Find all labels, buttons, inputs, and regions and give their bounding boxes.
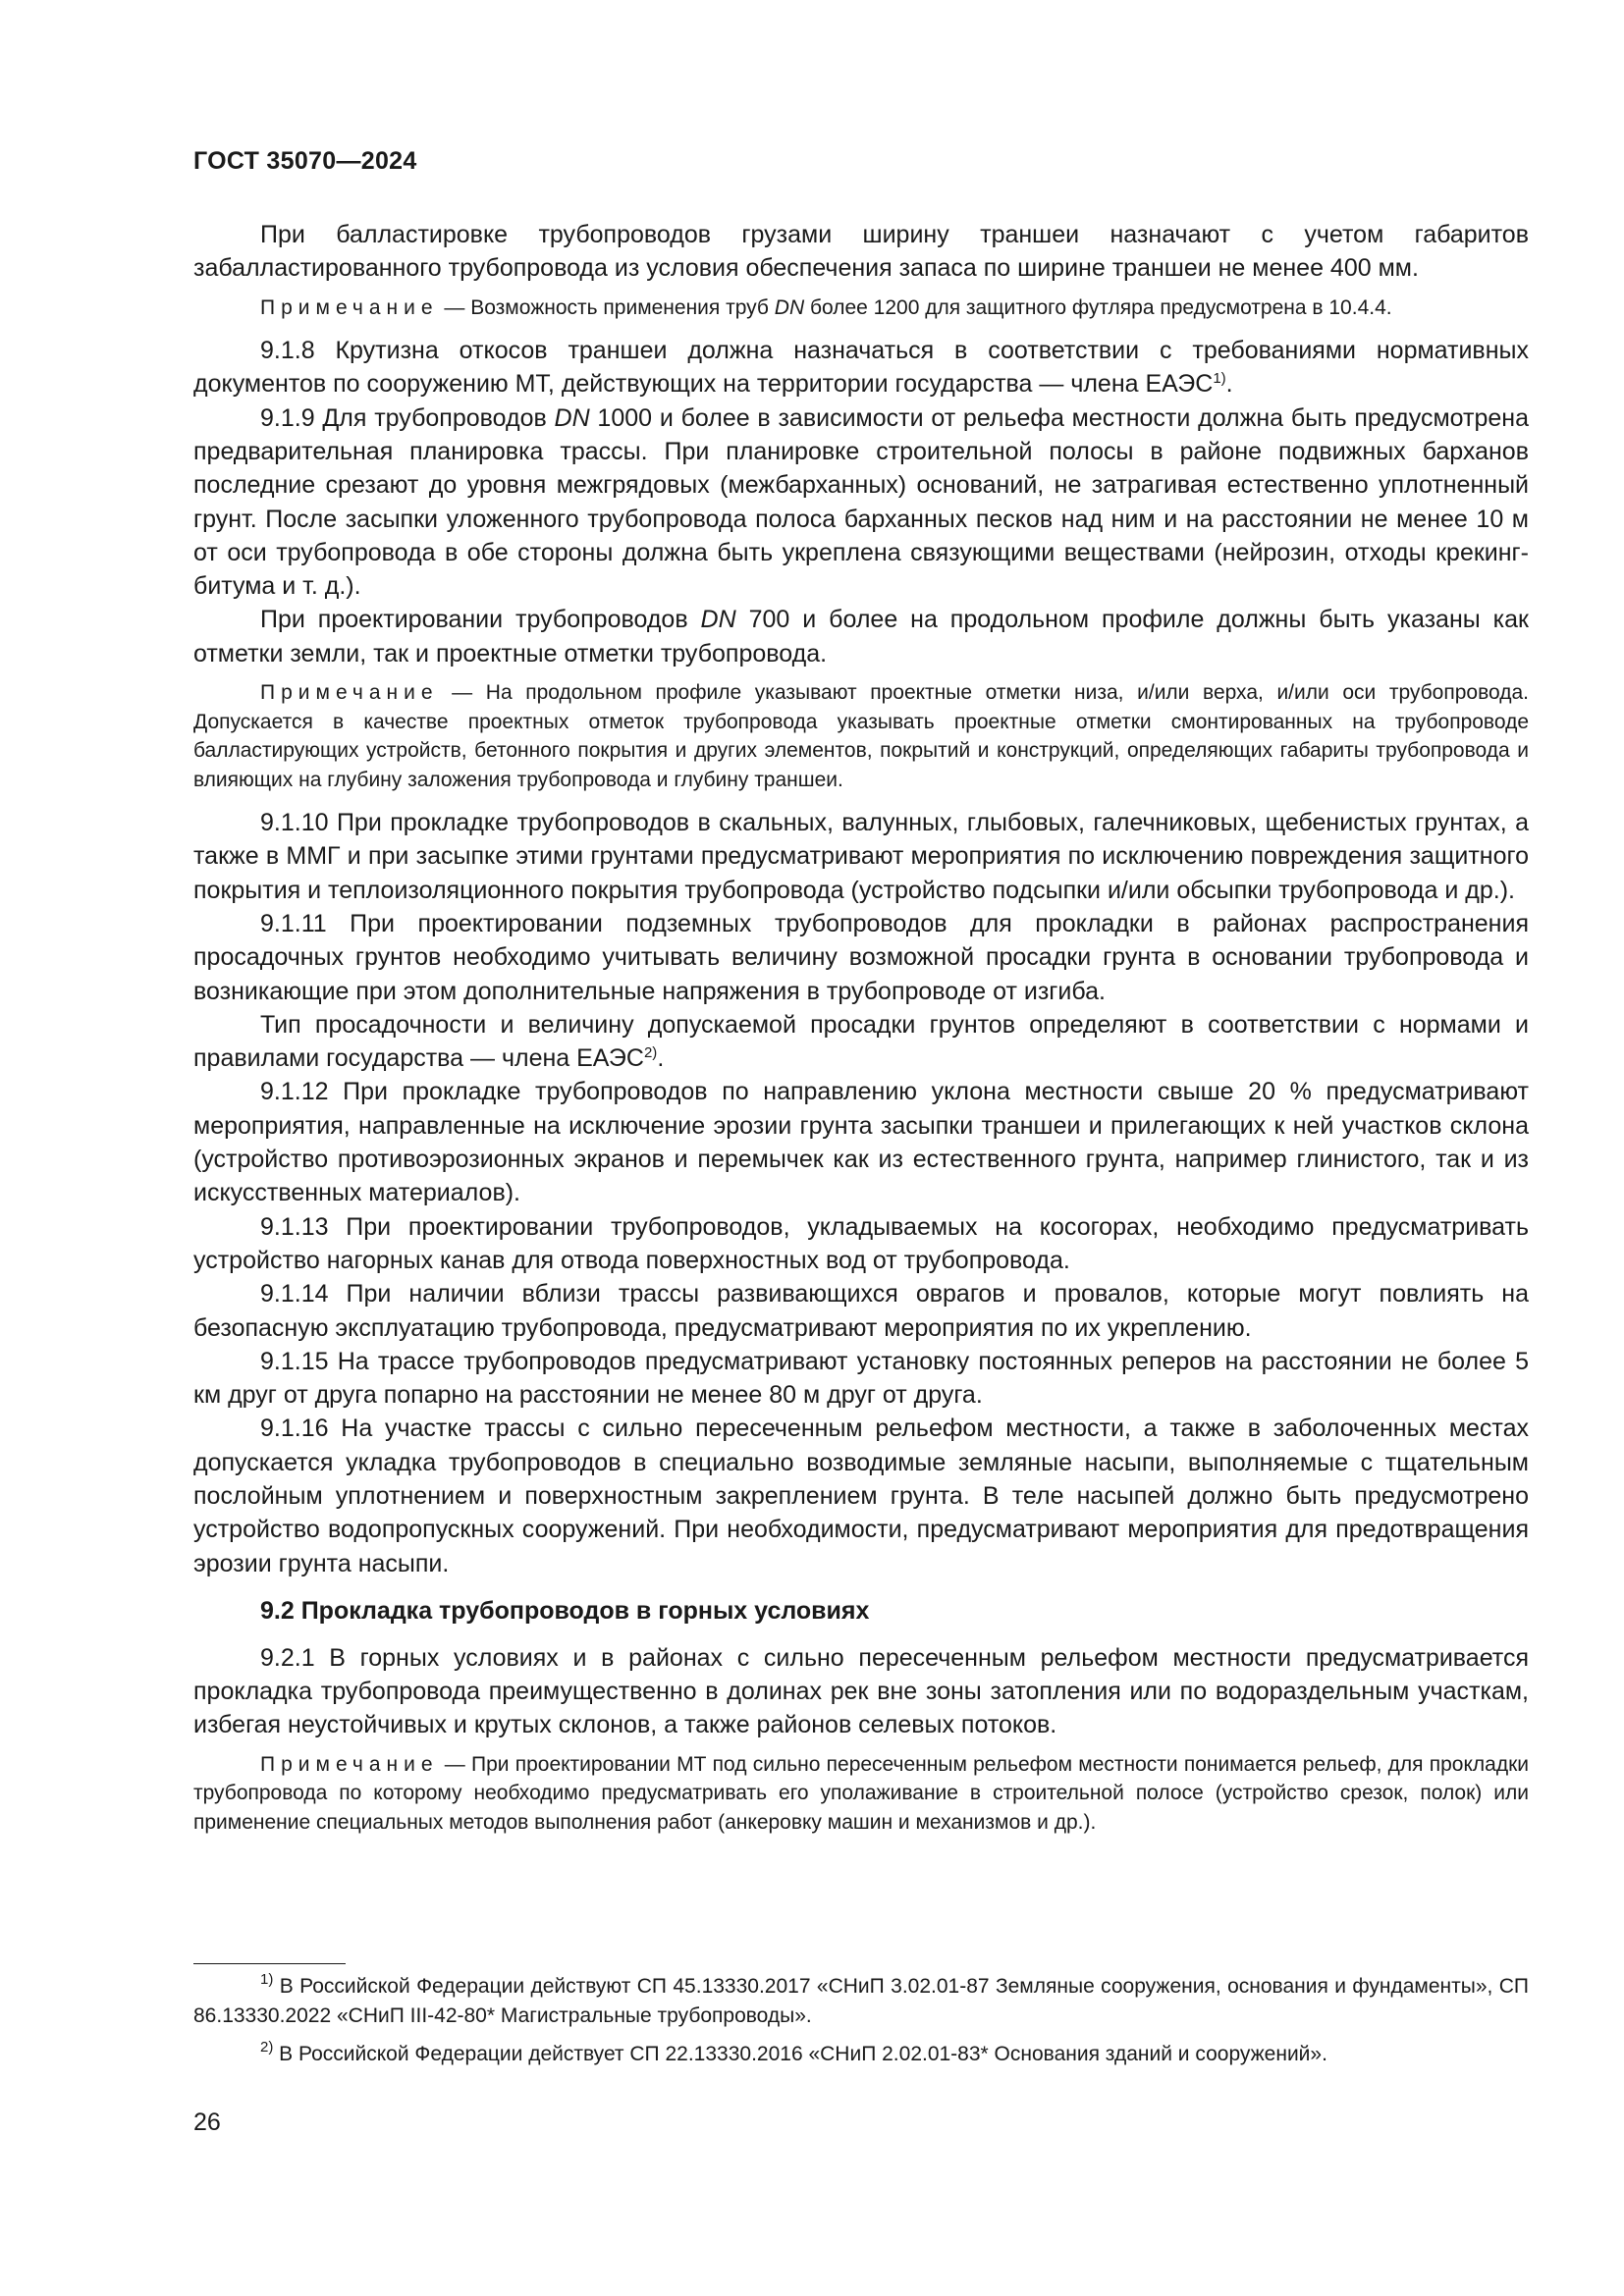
paragraph-text: 700 и более на продольном профиле должны быть указаны как отметки земли, так и проектные отметки трубопровода.	[193, 606, 1529, 667]
footnote-1	[193, 1972, 1529, 2030]
footnote-2	[193, 2040, 1529, 2069]
paragraph-text: 9.1.8 Крутизна откосов траншеи должна назначаться в соответствии с требованиями нормативных документов по сооружению МТ, действующих на территории государства — члена ЕАЭС	[193, 337, 1529, 399]
section-title-9-2: 9.2 Прокладка трубопроводов в горных условиях	[260, 1596, 870, 1625]
note-3	[193, 1750, 1529, 1838]
paragraph-text: Тип просадочности и величину допускаемой просадки грунтов определяют в соответствии с нормами и правилами государства — члена ЕАЭС	[193, 1010, 1529, 1073]
paragraph-end: .	[657, 1044, 665, 1073]
dn-term: DN	[554, 403, 590, 432]
footnotes	[193, 1963, 1529, 2079]
footnote-separator	[193, 1963, 346, 1964]
document-body	[193, 218, 1529, 1848]
page-number: 26	[193, 2109, 221, 2136]
paragraph-9-1-10: 9.1.10 При прокладке трубопроводов в скальных, валунных, глыбовых, галечниковых, щебенистых грунтах, а также в ММГ и при засыпке этими грунтами предусматривают мероприятия по исключению повреждения защитного покрытия и теплоизоляционного покрытия трубопровода (устройство подсыпки и/или обсыпки трубопровода и др.).	[193, 809, 1529, 904]
footnote-text: В Российской Федерации действует СП 22.13330.2016 «СНиП 2.02.01-83* Основания зданий и сооружений».	[273, 2043, 1327, 2065]
paragraph-9-1-16: 9.1.16 На участке трассы с сильно пересеченным рельефом местности, а также в заболоченных местах допускается укладка трубопроводов в специально возводимые земляные насыпи, выполняемые с тщательным послойным уплотнением и поверхностным закреплением грунта. В теле насыпей должно быть предусмотрено устройство водопропускных сооружений. При необходимости, предусматривают мероприятия для предотвращения эрозии грунта насыпи.	[193, 1415, 1529, 1577]
note-text: — При проектировании МТ под сильно пересеченным рельефом местности понимается рельеф, для прокладки трубопровода по которому необходимо предусматривать его уполаживание в строительной полосе (устройство срезок, полок) или применение специальных методов выполнения работ (анкеровку машин и механизмов и др.).	[193, 1752, 1529, 1834]
paragraph-end: .	[1225, 370, 1233, 399]
paragraph-9-1-14: 9.1.14 При наличии вблизи трассы развивающихся оврагов и провалов, которые могут повлиять на безопасную эксплуатацию трубопровода, предусматривают мероприятия по их укреплению.	[193, 1280, 1529, 1342]
note-label: Примечание	[260, 295, 439, 319]
footnote-ref-2[interactable]: 2)	[643, 1044, 658, 1062]
paragraph-9-1-9	[193, 401, 1529, 604]
paragraph-9-1-8	[193, 334, 1529, 401]
note-text: — Возможность применения труб	[438, 295, 775, 319]
footnote-text: В Российской Федерации действуют СП 45.13330.2017 «СНиП 3.02.01-87 Земляные сооружения, основания и фундаменты», СП 86.13330.2022 «СНиП III-42-80* Магистральные трубопроводы».	[193, 1975, 1529, 2027]
note-label: Примечание	[260, 1752, 439, 1776]
document-code-header: ГОСТ 35070—2024	[193, 147, 417, 175]
note-text: — На продольном профиле указывают проектные отметки низа, и/или верха, и/или оси трубопровода. Допускается в качестве проектных отметок трубопровода указывать проектные отметки смонтированных на трубопроводе балластирующих устройств, бетонного покрытия и других элементов, покрытий и конструкций, определяющих габариты трубопровода и влияющих на глубину заложения трубопровода и глубину траншеи.	[193, 681, 1529, 791]
paragraph-9-1-15: 9.1.15 На трассе трубопроводов предусматривают установку постоянных реперов на расстоянии не более 5 км друг от друга попарно на расстоянии не менее 80 м друг от друга.	[193, 1347, 1529, 1410]
note-label: Примечание	[260, 681, 439, 705]
paragraph-9-1-11-subsidence	[193, 1008, 1529, 1076]
paragraph-9-1-9-profile	[193, 603, 1529, 670]
note-2	[193, 678, 1529, 794]
paragraph-text: При проектировании трубопроводов	[260, 606, 701, 634]
paragraph-9-1-11: 9.1.11 При проектировании подземных трубопроводов для прокладки в районах распространения просадочных грунтов необходимо учитывать величину возможной просадки грунта в основании трубопровода и возникающие при этом дополнительные напряжения в трубопроводе от изгиба.	[193, 909, 1529, 1005]
footnote-ref-1[interactable]: 1)	[1213, 370, 1226, 388]
paragraph-ballast: При балластировке трубопроводов грузами ширину траншеи назначают с учетом габаритов забалластированного трубопровода из условия обеспечения запаса по ширине траншеи не менее 400 мм.	[193, 221, 1529, 283]
dn-term: DN	[700, 606, 736, 634]
note-1	[193, 294, 1529, 323]
footnote-mark: 1)	[260, 1971, 274, 1988]
paragraph-text: 9.1.9 Для трубопроводов	[260, 403, 555, 432]
footnote-mark: 2)	[260, 2039, 274, 2056]
paragraph-9-2-1: 9.2.1 В горных условиях и в районах с сильно пересеченным рельефом местности предусматривается прокладка трубопровода преимущественно в долинах рек вне зоны затопления или по водораздельным участкам, избегая неустойчивых и крутых склонов, а также районов селевых потоков.	[193, 1643, 1529, 1739]
dn-term: DN	[774, 295, 805, 319]
paragraph-text: 1000 и более в зависимости от рельефа местности должна быть предусмотрена предварительная планировка трассы. При планировке строительной полосы в районе подвижных барханов последние срезают до уровня межгрядовых (межбарханных) оснований, не затрагивая естественно уплотненный грунт. После засыпки уложенного трубопровода полоса барханных песков над ним и на расстоянии не менее 10 м от оси трубопровода в обе стороны должна быть укреплена связующими веществами (нейрозин, отходы крекинг-битума и т. д.).	[193, 403, 1529, 601]
note-text: более 1200 для защитного футляра предусмотрена в 10.4.4.	[804, 295, 1392, 319]
paragraph-9-1-13: 9.1.13 При проектировании трубопроводов, укладываемых на косогорах, необходимо предусматривать устройство нагорных канав для отвода поверхностных вод от трубопровода.	[193, 1212, 1529, 1274]
paragraph-9-1-12: 9.1.12 При прокладке трубопроводов по направлению уклона местности свыше 20 % предусматривают мероприятия, направленные на исключение эрозии грунта засыпки траншеи и прилегающих к ней участков склона (устройство противоэрозионных экранов и перемычек как из естественного грунта, например глинистого, так и из искусственных материалов).	[193, 1078, 1529, 1207]
